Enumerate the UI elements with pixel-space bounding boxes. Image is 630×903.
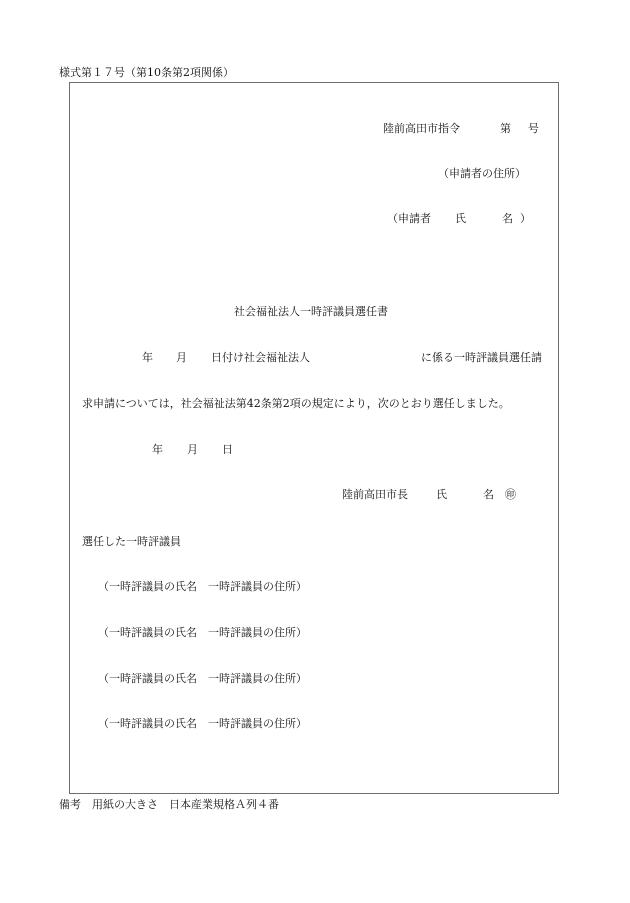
body-month: 月 bbox=[176, 351, 187, 364]
appointee-address: 一時評議員の住所） bbox=[208, 580, 307, 593]
form-frame bbox=[69, 82, 559, 794]
applicant-name-close: ） bbox=[520, 212, 531, 225]
body-related: に係る一時評議員選任請 bbox=[421, 351, 542, 364]
applicant-name-open: （申請者 bbox=[387, 212, 431, 225]
appointee-address: 一時評議員の住所） bbox=[208, 672, 307, 685]
mayor-mei: 名 bbox=[483, 488, 494, 501]
mayor-shi: 氏 bbox=[436, 488, 447, 501]
appointee-name: （一時評議員の氏名 bbox=[98, 580, 197, 593]
mayor-title: 陸前高田市長 bbox=[342, 488, 408, 501]
applicant-mei: 名 bbox=[502, 212, 513, 225]
body-line2: 求申請については，社会福祉法第42条第2項の規定により，次のとおり選任しました。 bbox=[82, 397, 510, 410]
appointees-heading: 選任した一時評議員 bbox=[82, 535, 181, 548]
date-day: 日 bbox=[222, 443, 233, 456]
remarks-note: 備考 用紙の大きさ 日本産業規格Ａ列４番 bbox=[59, 798, 279, 811]
applicant-shi: 氏 bbox=[455, 212, 466, 225]
appointee-name: （一時評議員の氏名 bbox=[98, 626, 197, 639]
mayor-seal: ㊞ bbox=[505, 488, 516, 501]
order-prefix: 陸前高田市指令 bbox=[383, 122, 460, 135]
order-go: 号 bbox=[528, 122, 539, 135]
appointee-name: （一時評議員の氏名 bbox=[98, 717, 197, 730]
appointee-address: 一時評議員の住所） bbox=[208, 626, 307, 639]
appointee-name: （一時評議員の氏名 bbox=[98, 672, 197, 685]
order-dai: 第 bbox=[500, 122, 511, 135]
body-dated-corp: 日付け社会福祉法人 bbox=[211, 351, 310, 364]
body-year: 年 bbox=[142, 351, 153, 364]
date-year: 年 bbox=[152, 443, 163, 456]
appointee-address: 一時評議員の住所） bbox=[208, 717, 307, 730]
date-month: 月 bbox=[187, 443, 198, 456]
applicant-address: （申請者の住所） bbox=[438, 167, 526, 180]
document-title: 社会福祉法人一時評議員選任書 bbox=[234, 305, 388, 318]
form-number: 様式第１７号（第10条第2項関係） bbox=[59, 66, 234, 79]
